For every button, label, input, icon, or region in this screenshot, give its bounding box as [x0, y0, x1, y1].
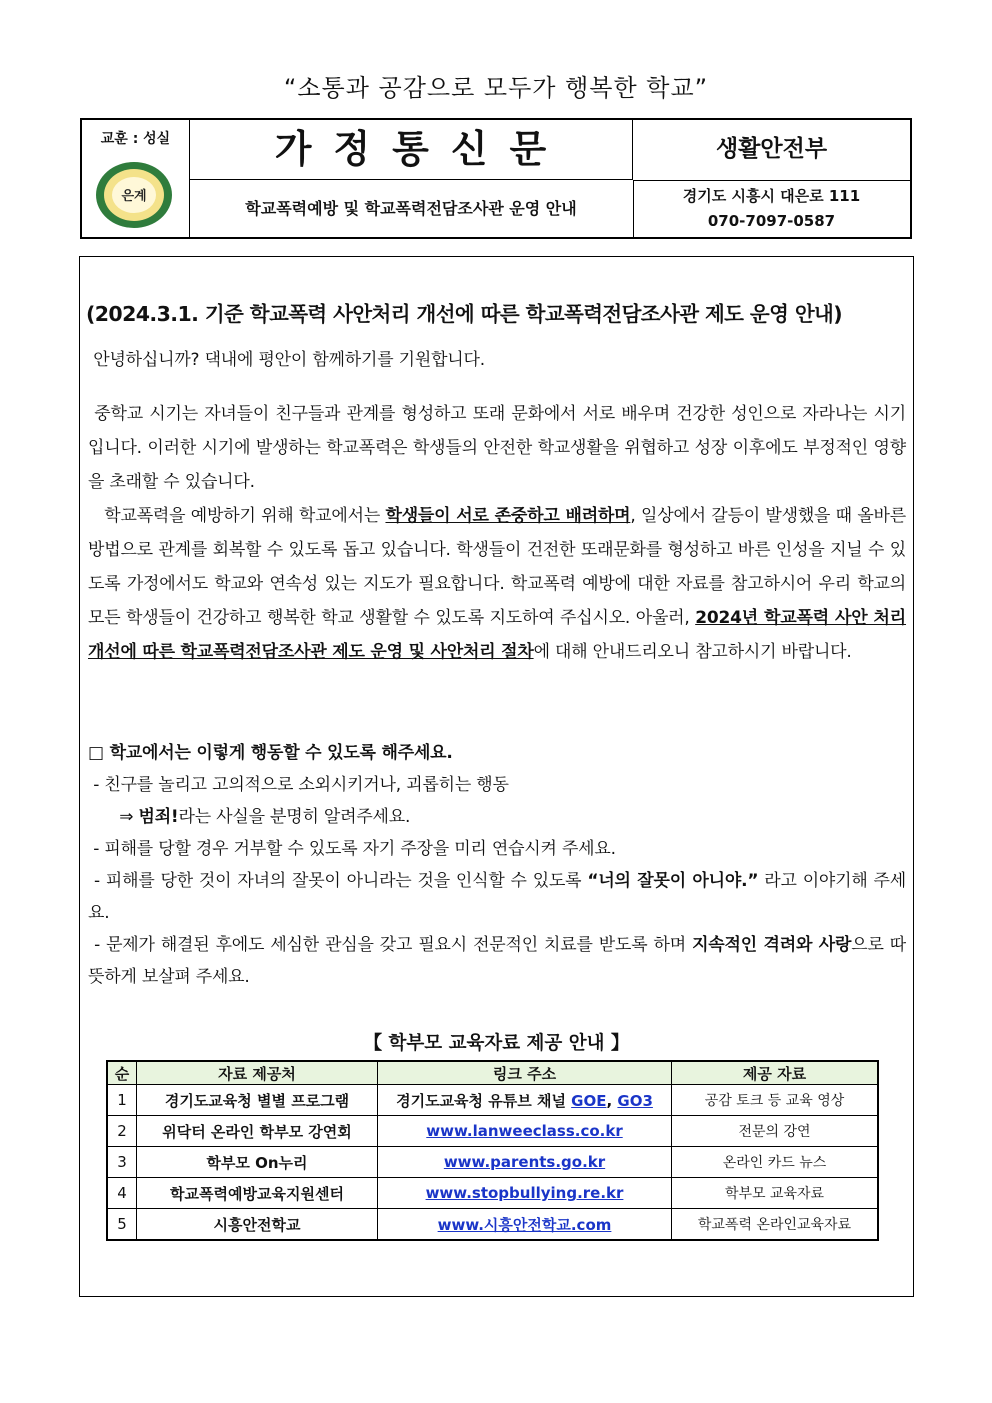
guide-line-4: - 피해를 당한 것이 자녀의 잘못이 아니라는 것을 인식할 수 있도록 “너의 잘못이 아니야.” 라고 이야기해 주세요.: [88, 871, 906, 923]
school-phone: 070-7097-0587: [707, 212, 836, 230]
section-heading: □ 학교에서는 이렇게 행동할 수 있도록 해주세요.: [88, 743, 453, 763]
table-row: 1 경기도교육청 별별 프로그램 경기도교육청 유튜브 채널 GOE, GO3 공감 토크 등 교육 영상: [107, 1085, 878, 1116]
table-row: 5 시흥안전학교 www.시흥안전학교.com 학교폭력 온라인교육자료: [107, 1209, 878, 1241]
header-provider: 자료 제공처: [137, 1061, 378, 1085]
header-material: 제공 자료: [672, 1061, 879, 1085]
table-title: 【 학부모 교육자료 제공 안내 】: [363, 1033, 630, 1054]
document-subtitle: 학교폭력예방 및 학교폭력전담조사관 운영 안내: [189, 180, 634, 237]
header-box: [80, 118, 912, 239]
school-motto: 교훈 : 성실: [100, 131, 171, 147]
table-row: 4 학교폭력예방교육지원센터 www.stopbullying.re.kr 학부모 교육자료: [107, 1178, 878, 1209]
table-header-row: [107, 1061, 878, 1085]
go3-link[interactable]: GO3: [617, 1091, 653, 1110]
table-row: 3 학부모 On누리 www.parents.go.kr 온라인 카드 뉴스: [107, 1147, 878, 1178]
guide-line-3: - 피해를 당할 경우 거부할 수 있도록 자기 주장을 미리 연습시켜 주세요.: [93, 839, 616, 859]
school-address: 경기도 시흥시 대은로 111: [682, 187, 861, 205]
table-row: 2 위닥터 온라인 학부모 강연회 www.lanweeclass.co.kr 전문의 강연: [107, 1116, 878, 1147]
parents-link[interactable]: www.parents.go.kr: [443, 1153, 606, 1171]
stopbullying-link[interactable]: www.stopbullying.re.kr: [425, 1184, 624, 1202]
document-title: 가정통신문: [189, 120, 633, 180]
resource-table: [106, 1060, 879, 1241]
contact-info: [633, 180, 910, 237]
greeting: 안녕하십니까? 댁내에 평안이 함께하기를 기원합니다.: [93, 350, 485, 370]
main-content-box: [79, 256, 914, 1297]
emblem-text: 은계: [121, 189, 147, 204]
slogan: “소통과 공감으로 모두가 행복한 학교”: [283, 74, 709, 102]
motto-cell: [82, 120, 190, 237]
guide-line-1: - 친구를 놀리고 고의적으로 소외시키거나, 괴롭히는 행동: [93, 775, 509, 795]
underlined-phrase-1: 학생들이 서로 존중하고 배려하며: [385, 506, 631, 526]
department-name: 생활안전부: [633, 120, 910, 181]
main-title: (2024.3.1. 기준 학교폭력 사안처리 개선에 따른 학교폭력전담조사관 제도 운영 안내): [86, 302, 843, 326]
body-paragraph: 중학교 시기는 자녀들이 친구들과 관계를 형성하고 또래 문화에서 서로 배우며 건강한 성인으로 자라나는 시기입니다. 이러한 시기에 발생하는 학교폭력은 학생들의 안전한 학교생활을 위협하고 성장 이후에도 부정적인 영향을 초래할 수 있습니다. 학교폭력을 예방하기 위해 학교에서는 학생들이 서로 존중하고 배려하며, 일상에서 갈등이 발생했을 때 올바른 방법으로 관계를 회복할 수 있도록 돕고 있습니다. 학생들이 건전한 또래문화를 형성하고 바른 인성을 지닐 수 있도록 가정에서도 학교와 연속성 있는 지도가 필요합니다. 학교폭력 예방에 대한 자료를 참고하시어 우리 학교의 모든 학생들이 건강하고 행복한 학교 생활할 수 있도록 지도하여 주십시오. 아울러, 2024년 학교폭력 사안 처리 개선에 따른 학교폭력전담조사관 제도 운영 및 사안처리 절차에 대해 안내드리오니 참고하시기 바랍니다.: [88, 404, 907, 662]
goe-link[interactable]: GOE: [571, 1091, 607, 1110]
school-emblem-icon: [94, 160, 174, 230]
paragraph-intro: 중학교 시기는 자녀들이 친구들과 관계를 형성하고 또래 문화에서 서로 배우며 건강한 성인으로 자라나는 시기입니다. 이러한 시기에 발생하는 학교폭력은 학생들의 안전한 학교생활을 위협하고 성장 이후에도 부정적인 영향을 초래할 수 있습니다.: [88, 404, 906, 492]
underlined-phrase-2: 2024년 학교폭력 사안 처리 개선에 따른 학교폭력전담조사관 제도 운영 및 사안처리 절차: [88, 608, 907, 662]
siheung-safety-link[interactable]: www.시흥안전학교.com: [437, 1215, 612, 1234]
guide-line-5: - 문제가 해결된 후에도 세심한 관심을 갖고 필요시 전문적인 치료를 받도록 하며 지속적인 격려와 사랑으로 따뜻하게 보살펴 주세요.: [88, 935, 906, 987]
header-no: 순: [107, 1061, 137, 1085]
header-link: 링크 주소: [378, 1061, 672, 1085]
wedoctor-link[interactable]: www.lanweeclass.co.kr: [426, 1122, 623, 1140]
guide-line-2: ⇒ 범죄!라는 사실을 분명히 알려주세요.: [119, 807, 411, 827]
